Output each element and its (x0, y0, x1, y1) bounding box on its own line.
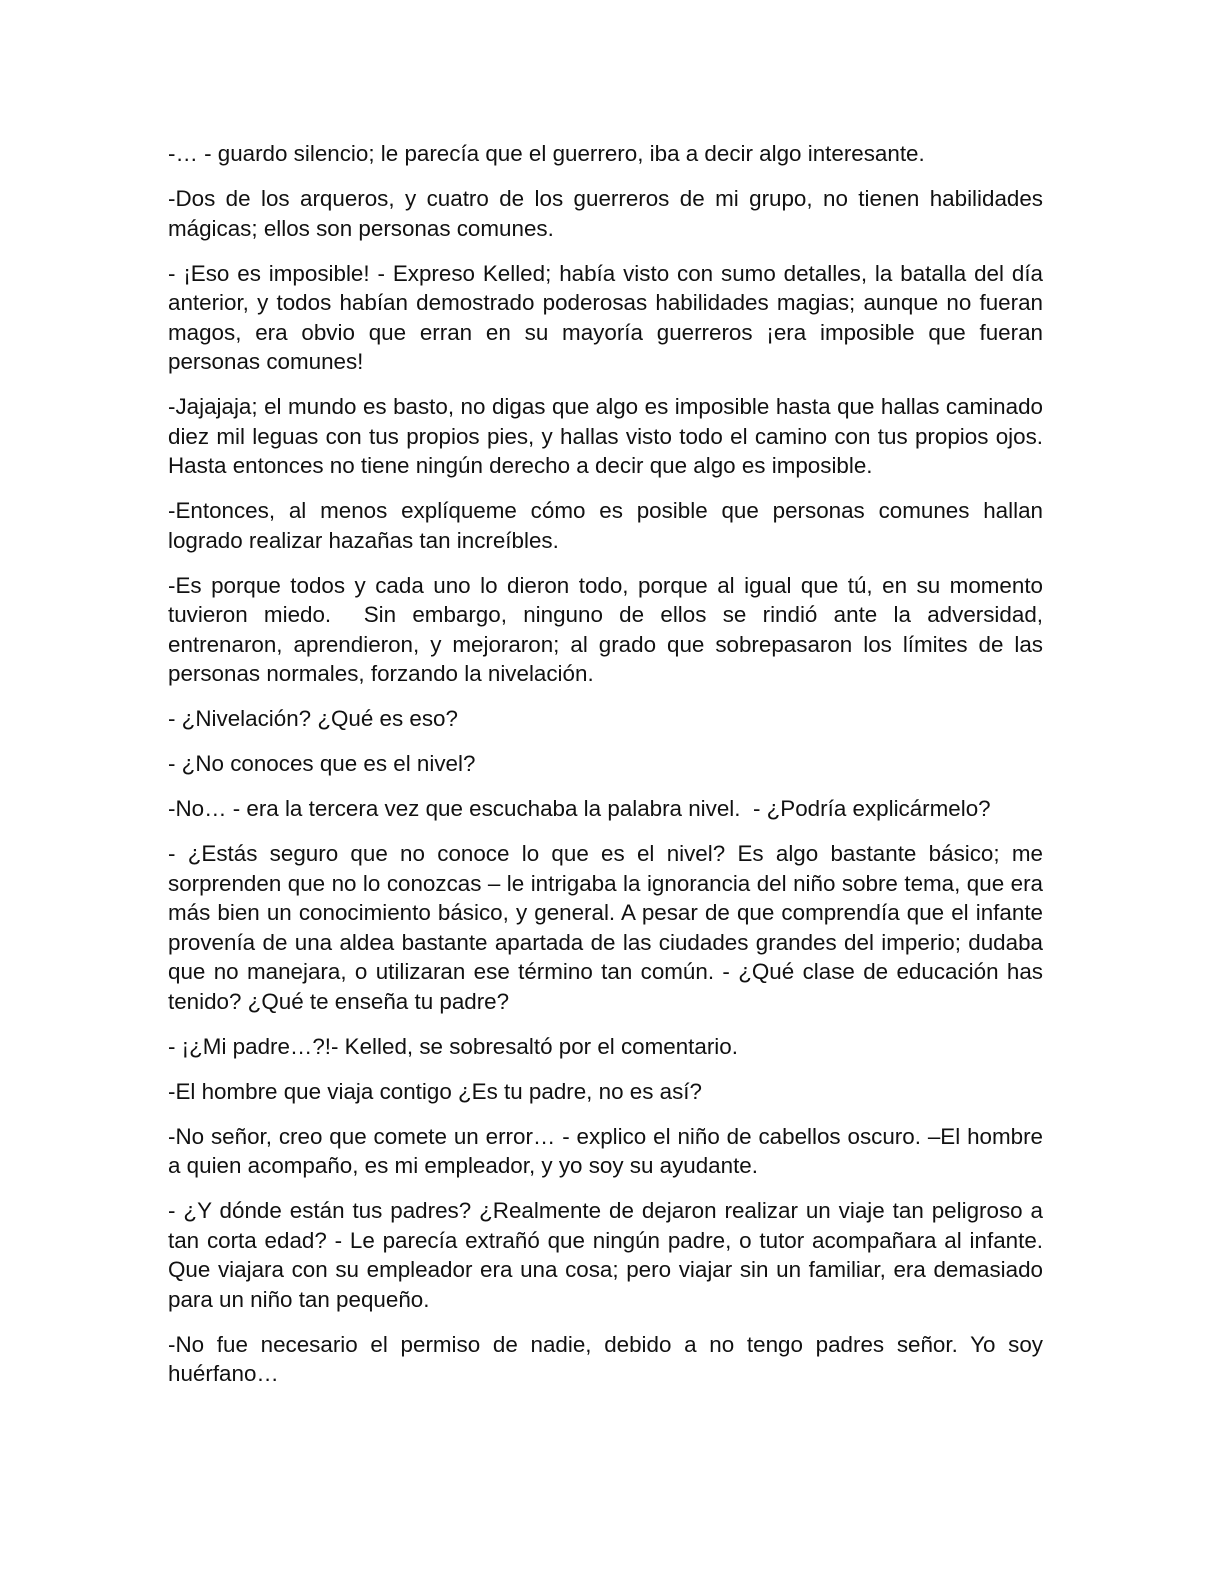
paragraph-3: - ¡Eso es imposible! - Expreso Kelled; había visto con sumo detalles, la batalla del día anterior, y todos habían demostrado poderosas habilidades magias; aunque no fueran magos, era obvio que erran en su mayoría guerreros ¡era imposible que fueran personas comunes! (168, 260, 1050, 374)
paragraph-2: -Dos de los arqueros, y cuatro de los guerreros de mi grupo, no tienen habilidades mágicas; ellos son personas comunes. (168, 186, 1050, 241)
paragraph-1: -… - guardo silencio; le parecía que el guerrero, iba a decir algo interesante. (168, 141, 925, 166)
paragraph-10: - ¿Estás seguro que no conoce lo que es el nivel? Es algo bastante básico; me sorprenden que no lo conozcas – le intrigaba la ignorancia del niño sobre tema, que era más bien un conocimiento básico, y general. A pesar de que comprendía que el infante provenía de una aldea bastante apartada de las ciudades grandes del imperio; dudaba que no manejara, o utilizaran ese término tan común. - ¿Qué clase de educación has tenido? ¿Qué te enseña tu padre? (168, 841, 1050, 1014)
paragraph-15: -No fue necesario el permiso de nadie, debido a no tengo padres señor. Yo soy huérfano… (168, 1331, 1050, 1386)
paragraph-8: - ¿No conoces que es el nivel? (168, 751, 476, 776)
paragraph-11: - ¡¿Mi padre…?!- Kelled, se sobresaltó por el comentario. (168, 1033, 738, 1059)
paragraph-9: -No… - era la tercera vez que escuchaba la palabra nivel. - ¿Podría explicármelo? (168, 796, 991, 821)
paragraph-13: -No señor, creo que comete un error… - explico el niño de cabellos oscuro. –El hombre a quien acompaño, es mi empleador, y yo soy su ayudante. (168, 1123, 1050, 1178)
paragraph-5: -Entonces, al menos explíqueme cómo es posible que personas comunes hallan logrado realizar hazañas tan increíbles. (168, 498, 1050, 553)
paragraph-6: -Es porque todos y cada uno lo dieron todo, porque al igual que tú, en su momento tuvieron miedo. Sin embargo, ninguno de ellos se rindió ante la adversidad, entrenaron, aprendieron, y mejoraron; al grado que sobrepasaron los límites de las personas normales, forzando la nivelación. (168, 572, 1050, 686)
paragraph-12: -El hombre que viaja contigo ¿Es tu padre, no es así? (168, 1078, 702, 1104)
paragraph-7: - ¿Nivelación? ¿Qué es eso? (168, 706, 458, 731)
paragraph-14: - ¿Y dónde están tus padres? ¿Realmente de dejaron realizar un viaje tan peligroso a tan corta edad? - Le parecía extrañó que ningún padre, o tutor acompañara al infante. Que viajara con su empleador era una cosa; pero viajar sin un familiar, era demasiado para un niño tan pequeño. (168, 1198, 1056, 1312)
paragraph-4: -Jajajaja; el mundo es basto, no digas que algo es imposible hasta que hallas caminado diez mil leguas con tus propios pies, y hallas visto todo el camino con tus propios ojos. Hasta entonces no tiene ningún derecho a decir que algo es imposible. (168, 394, 1050, 478)
document-page (168, 139, 1056, 1404)
